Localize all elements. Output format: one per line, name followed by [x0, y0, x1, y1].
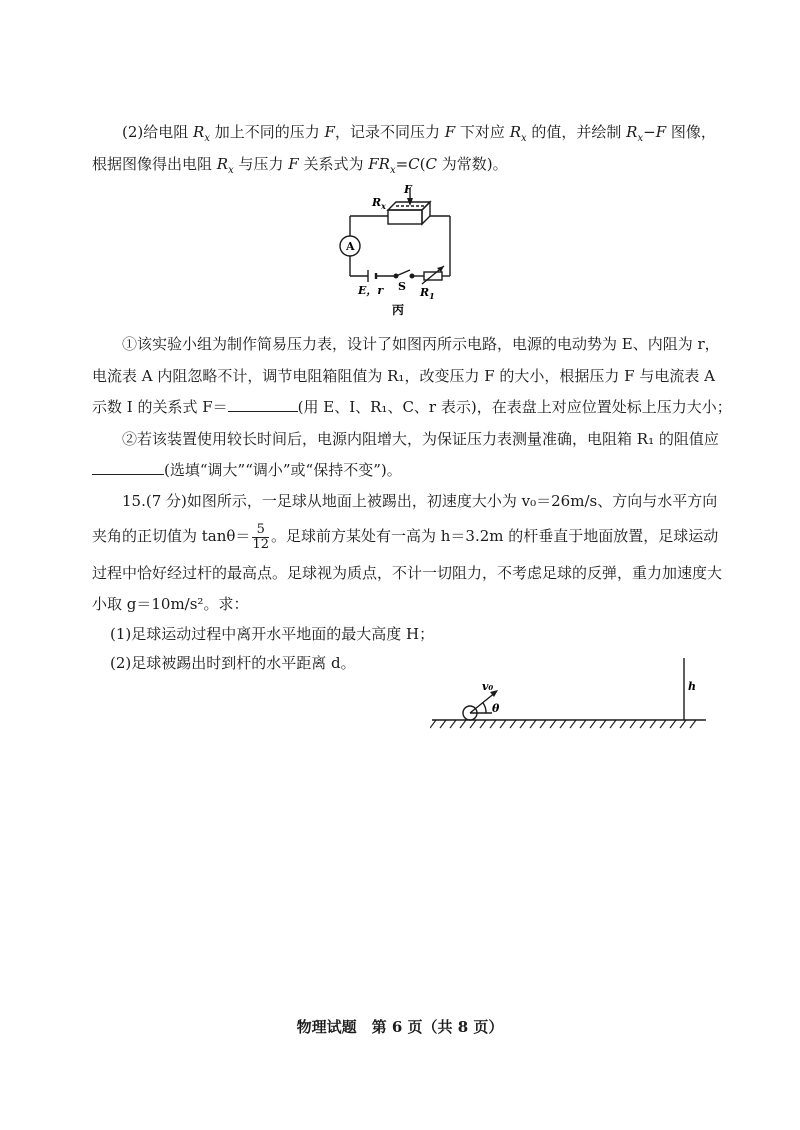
text-seg: (用 E、I、R₁、C、r 表示)，在表盘上对应位置处标上压力大小；: [297, 398, 732, 416]
text-seg: =: [395, 155, 409, 173]
hatch-mark: [560, 720, 566, 728]
item2-line1: ②若该装置使用较长时间后，电源内阻增大，为保证压力表测量准确，电阻箱 R₁ 的阻值应: [122, 430, 719, 448]
text-seg: 关系式为: [298, 155, 369, 173]
hatch-mark: [500, 720, 506, 728]
q15-line3: 过程中恰好经过杆的最高点。足球视为质点，不计一切阻力，不考虑足球的反弹，重力加速度大: [92, 564, 723, 582]
hatch-mark: [680, 720, 686, 728]
answer-blank-r1[interactable]: [92, 460, 164, 475]
q15-sub2: (2)足球被踢出时到杆的水平距离 d。: [110, 654, 356, 672]
label-ammeter: A: [346, 240, 355, 253]
q14-part2-line1: [122, 122, 716, 149]
var-rx: $R_x$: [626, 123, 644, 144]
hatch-mark: [520, 720, 526, 728]
hatch-mark: [470, 720, 476, 728]
label-er: E，r: [358, 284, 384, 297]
hatch-mark: [540, 720, 546, 728]
ground-hatching: [430, 720, 696, 728]
label-v0: v₀: [482, 680, 494, 693]
text-seg: 下对应: [455, 123, 510, 141]
hatch-mark: [550, 720, 556, 728]
q14-part2-line2: [92, 154, 508, 181]
item1-line1: ①该实验小组为制作简易压力表，设计了如图丙所示电路，电源的电动势为 E、内阻为 r，: [122, 335, 720, 353]
answer-blank-f[interactable]: [228, 397, 298, 412]
text-seg: −: [643, 123, 656, 141]
label-theta: θ: [492, 702, 500, 715]
item2-line2: [92, 460, 402, 480]
label-h: h: [688, 680, 696, 693]
tan-fraction: [252, 523, 269, 552]
figure-caption: 丙: [392, 303, 405, 317]
hatch-mark: [600, 720, 606, 728]
hatch-mark: [650, 720, 656, 728]
var-rx: $R_x$: [216, 155, 234, 176]
hatch-mark: [690, 720, 696, 728]
hatch-mark: [530, 720, 536, 728]
hatch-mark: [480, 720, 486, 728]
label-s: S: [398, 280, 406, 293]
q15-sub1: (1)足球运动过程中离开水平地面的最大高度 H；: [110, 625, 435, 643]
circuit-diagram: [330, 184, 470, 320]
var-f: F: [288, 155, 299, 173]
ball-pole-diagram: [430, 650, 710, 740]
label-rx: $R_x$: [372, 196, 386, 211]
hatch-mark: [630, 720, 636, 728]
hatch-mark: [510, 720, 516, 728]
text-seg: (2)给电阻: [122, 123, 194, 141]
frac-denominator: 12: [252, 536, 269, 552]
var-f: F: [655, 123, 667, 141]
var-c: C: [425, 155, 437, 173]
q15-line1: 15.(7 分)如图所示，一足球从地面上被踢出，初速度大小为 v₀＝26m/s、方向与水平方向: [122, 492, 718, 510]
text-seg: 示数 I 的关系式 F＝: [92, 398, 228, 416]
text-seg: 夹角的正切值为 tanθ＝: [92, 527, 251, 545]
page-footer: 物理试题 第 6 页（共 8 页）: [296, 1018, 504, 1036]
text-seg: 根据图像得出电阻: [92, 155, 217, 173]
text-seg: ，记录不同压力: [334, 123, 445, 141]
hatch-mark: [430, 720, 436, 728]
var-rx: $R_x$: [509, 123, 527, 144]
text-seg: 。足球前方某处有一高为 h＝3.2m 的杆垂直于地面放置，足球运动: [270, 527, 719, 545]
q15-line2: [92, 521, 718, 552]
hatch-mark: [610, 720, 616, 728]
item1-line2: 电流表 A 内阻忽略不计，调节电阻箱阻值为 R₁，改变压力 F 的大小，根据压力 F 与电流表 A: [92, 367, 715, 385]
var-c: C: [408, 155, 420, 173]
var-frx: $FR_x$: [368, 155, 396, 176]
hatch-mark: [460, 720, 466, 728]
var-rx: $R_x$: [193, 123, 210, 144]
frac-numerator: 5: [252, 523, 269, 538]
text-seg: 图像，: [666, 123, 716, 141]
hatch-mark: [640, 720, 646, 728]
var-f: F: [324, 123, 335, 141]
item1-line3: [92, 397, 732, 417]
text-seg: 为常数)。: [436, 155, 508, 173]
q15-line4: 小取 g＝10m/s²。求：: [92, 595, 249, 613]
hatch-mark: [440, 720, 446, 728]
hatch-mark: [590, 720, 596, 728]
hatch-mark: [490, 720, 496, 728]
hatch-mark: [570, 720, 576, 728]
var-f: F: [444, 123, 456, 141]
hatch-mark: [580, 720, 586, 728]
text-seg: 的值，并绘制: [526, 123, 627, 141]
label-f: F: [404, 184, 412, 196]
hatch-mark: [450, 720, 456, 728]
text-seg: (: [419, 155, 426, 173]
text-seg: (选填“调大”“调小”或“保持不变”)。: [164, 461, 402, 479]
hatch-mark: [670, 720, 676, 728]
hatch-mark: [660, 720, 666, 728]
text-seg: 加上不同的压力: [209, 123, 325, 141]
text-seg: 与压力: [233, 155, 289, 173]
label-r1: $R_1$: [420, 286, 435, 301]
hatch-mark: [620, 720, 626, 728]
